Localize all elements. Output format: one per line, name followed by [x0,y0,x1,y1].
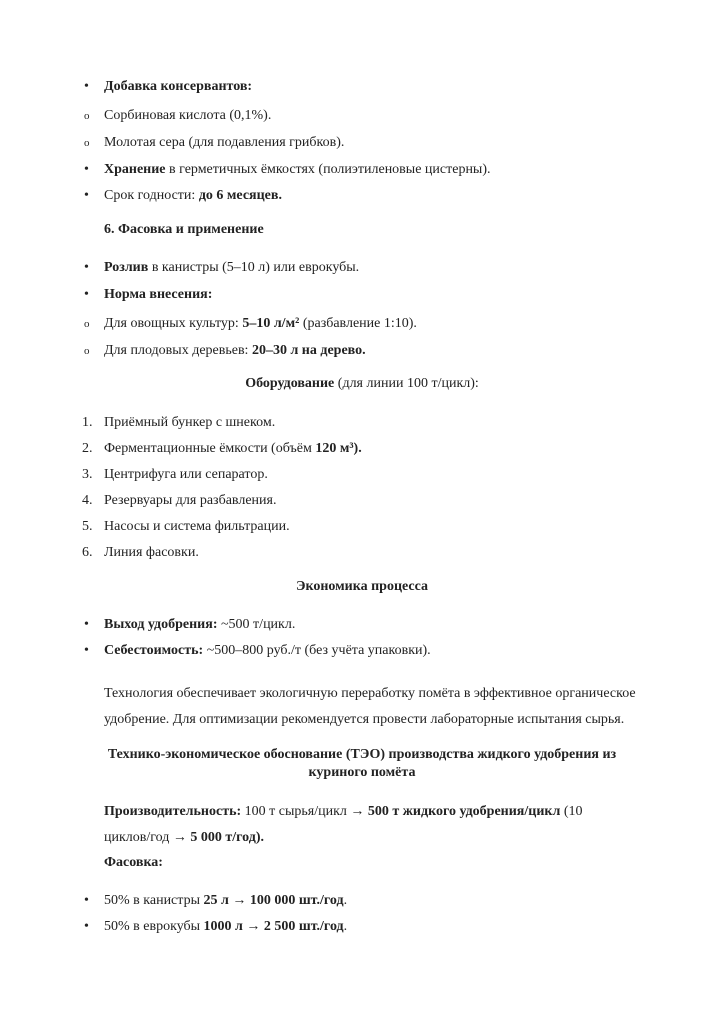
list-item: Для плодовых деревьев: 20–30 л на дерево. [104,343,366,358]
bullet: • [84,162,89,177]
bullet: • [84,893,89,908]
list-item: Розлив в канистры (5–10 л) или еврокубы. [104,260,360,275]
bullet: • [84,617,89,632]
equipment-heading: Оборудование (для линии 100 т/цикл): [245,376,479,391]
circle-bullet: o [84,110,90,122]
teo-title-line2: куриного помёта [308,765,416,780]
list-item: 50% в еврокубы 1000 л → 2 500 шт./год. [104,919,348,934]
preservatives-heading: Добавка консервантов: [104,79,253,94]
list-item: Ферментационные ёмкости (объём 120 м³). [104,441,362,456]
bullet: • [84,919,89,934]
list-number: 4. [82,493,93,508]
list-number: 5. [82,519,93,534]
list-number: 3. [82,467,93,482]
list-item: Насосы и система фильтрации. [104,519,290,534]
bullet: • [84,188,89,203]
circle-bullet: o [84,318,90,330]
productivity-line: Производительность: 100 т сырья/цикл → 500 т жидкого удобрения/цикл (10 [104,804,583,819]
list-item: Себестоимость: ~500–800 руб./т (без учёта упаковки). [104,643,431,658]
bullet: • [84,79,89,94]
bullet: • [84,643,89,658]
packaging-heading: Фасовка: [104,855,163,870]
teo-title: Технико-экономическое обоснование (ТЭО) производства жидкого удобрения из [107,747,617,762]
list-item: Хранение в герметичных ёмкостях (полиэтиленовые цистерны). [104,162,491,177]
circle-bullet: o [84,345,90,357]
paragraph-line: удобрение. Для оптимизации рекомендуется провести лабораторные испытания сырья. [104,712,625,727]
list-item: 50% в канистры 25 л → 100 000 шт./год. [104,893,348,908]
list-item: Молотая сера (для подавления грибков). [104,135,345,150]
bullet: • [84,260,89,275]
economics-heading: Экономика процесса [295,579,429,594]
list-item: Для овощных культур: 5–10 л/м² (разбавление 1:10). [104,316,417,331]
list-item: Срок годности: до 6 месяцев. [104,188,282,203]
productivity-line2: циклов/год → 5 000 т/год). [104,830,265,845]
list-number: 2. [82,441,93,456]
circle-bullet: o [84,137,90,149]
bullet: • [84,287,89,302]
list-item: Приёмный бункер с шнеком. [104,415,276,430]
list-item: Выход удобрения: ~500 т/цикл. [104,617,296,632]
list-item: Линия фасовки. [104,545,199,560]
list-item: Сорбиновая кислота (0,1%). [104,108,272,123]
paragraph-line: Технология обеспечивает экологичную переработку помёта в эффективное органическое [104,686,636,701]
list-item: Норма внесения: [104,287,213,302]
list-item: Резервуары для разбавления. [104,493,277,508]
list-item: Центрифуга или сепаратор. [104,467,268,482]
section-heading: 6. Фасовка и применение [104,222,264,237]
list-number: 6. [82,545,93,560]
list-number: 1. [82,415,93,430]
